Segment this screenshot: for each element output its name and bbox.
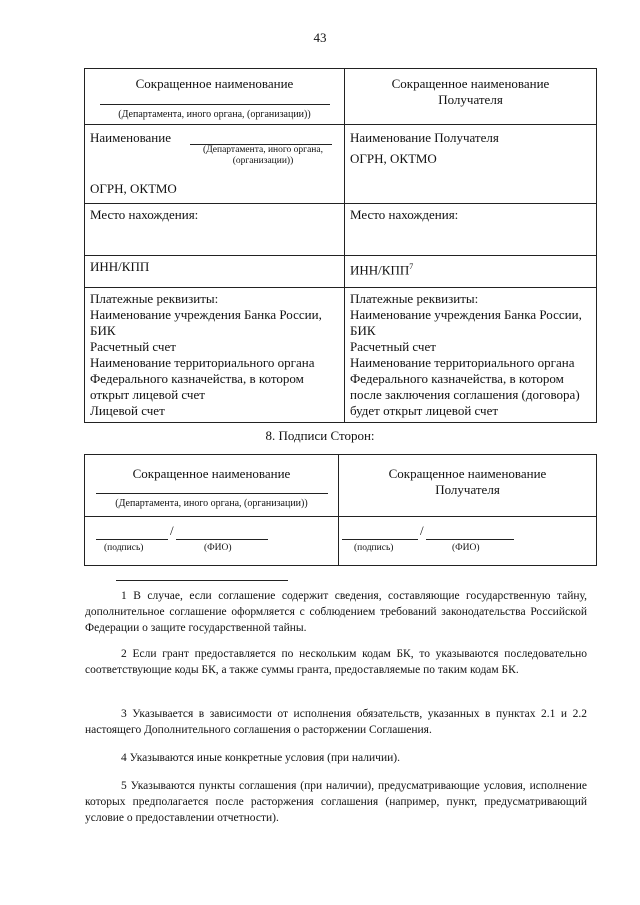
section-title: 8. Подписи Сторон:: [265, 428, 375, 443]
page-number: 43: [313, 30, 327, 45]
right-payment-line: Наименование учреждения Банка России, БИК: [350, 307, 582, 338]
footnote-5: 5 Указываются пункты соглашения (при наличии), предусматривающие условия, исполнение которых предполагается после расторжения соглашения (например, пункт, предусматривающий условие о предоставлении отчетности).: [85, 780, 587, 824]
footnote-2: 2 Если грант предоставляется по нескольким кодам БК, то указываются последовательно соответствующие коды БК, а также суммы гранта, предоставляемые по таким кодам БК.: [85, 648, 587, 676]
sig-left-note: (Департамента, иного органа, (организации)): [115, 498, 308, 509]
sig-left-sign-cell: [85, 517, 339, 566]
sig-right-slash: /: [420, 523, 424, 538]
right-name-cell: [345, 125, 597, 204]
sig-right-fio-line: [426, 528, 514, 540]
requisites-table: [84, 68, 597, 423]
sig-right-sign-cell: [339, 517, 597, 566]
right-header-cell: [345, 69, 597, 125]
left-ogrn: ОГРН, ОКТМО: [90, 181, 177, 196]
right-payment-line: Наименование территориального органа Федерального казначейства, в котором после заключения соглашения (договора) будет открыт лицевой счет: [350, 355, 580, 418]
footnote-4: 4 Указываются иные конкретные условия (при наличии).: [121, 752, 400, 764]
left-name-line: [190, 130, 332, 145]
sig-left-header-cell: [85, 455, 339, 517]
left-inn-label: ИНН/КПП: [90, 259, 150, 274]
left-location-cell: [85, 204, 345, 256]
right-header-title: Сокращенное наименование Получателя: [391, 76, 550, 107]
sig-left-fio-line: [176, 528, 268, 540]
right-inn-label: ИНН/КПП: [350, 262, 410, 278]
sig-left-title: Сокращенное наименование: [132, 466, 291, 481]
right-name-label: Наименование Получателя: [350, 130, 499, 145]
left-name-note: (Департамента, иного органа, (организации)): [203, 145, 323, 166]
right-location-label: Место нахождения:: [350, 207, 459, 222]
left-header-cell: [85, 69, 345, 125]
left-location-label: Место нахождения:: [90, 207, 199, 222]
right-payment-line: Платежные реквизиты:: [350, 291, 479, 306]
right-ogrn: ОГРН, ОКТМО: [350, 151, 437, 166]
sig-right-header-cell: [339, 455, 597, 517]
left-inn-cell: [85, 256, 345, 288]
footnote-separator: [116, 580, 288, 581]
sig-left-slash: /: [170, 523, 174, 538]
left-payment-line: Лицевой счет: [90, 403, 165, 418]
sig-right-sign-label: (подпись): [354, 543, 394, 553]
left-header-line: [100, 92, 330, 105]
left-name-label: Наименование: [90, 130, 171, 145]
left-name-cell: [85, 125, 345, 204]
left-header-title: Сокращенное наименование: [135, 76, 294, 91]
left-payment-line: Расчетный счет: [90, 339, 176, 354]
left-payment-cell: [85, 288, 345, 423]
sig-left-fio-label: (ФИО): [204, 543, 232, 553]
footnote-ref-7: 7: [409, 262, 414, 271]
right-location-cell: [345, 204, 597, 256]
sig-left-line: [96, 482, 328, 494]
footnote-1: 1 В случае, если соглашение содержит сведения, составляющие государственную тайну, дополнительное соглашение оформляется с соблюдением требований законодательства Российской Федерации о защите государственной тайны.: [85, 590, 587, 634]
left-header-note: (Департамента, иного органа, (организации)): [118, 109, 311, 120]
signatures-table: [84, 454, 597, 566]
sig-left-sign-label: (подпись): [104, 543, 144, 553]
footnote-3: 3 Указывается в зависимости от исполнения обязательств, указанных в пунктах 2.1 и 2.2 настоящего Дополнительного соглашения о расторжении Соглашения.: [85, 708, 587, 736]
left-payment-line: Наименование учреждения Банка России, БИК: [90, 307, 322, 338]
right-payment-cell: [345, 288, 597, 423]
left-payment-line: Наименование территориального органа Федерального казначейства, в котором открыт лицевой счет: [90, 355, 315, 402]
sig-right-fio-label: (ФИО): [452, 543, 480, 553]
sig-right-sign-line: [342, 528, 418, 540]
left-payment-line: Платежные реквизиты:: [90, 291, 219, 306]
sig-left-sign-line: [96, 528, 168, 540]
right-payment-line: Расчетный счет: [350, 339, 436, 354]
sig-right-title: Сокращенное наименование Получателя: [388, 466, 547, 497]
right-inn-cell: [345, 256, 597, 288]
